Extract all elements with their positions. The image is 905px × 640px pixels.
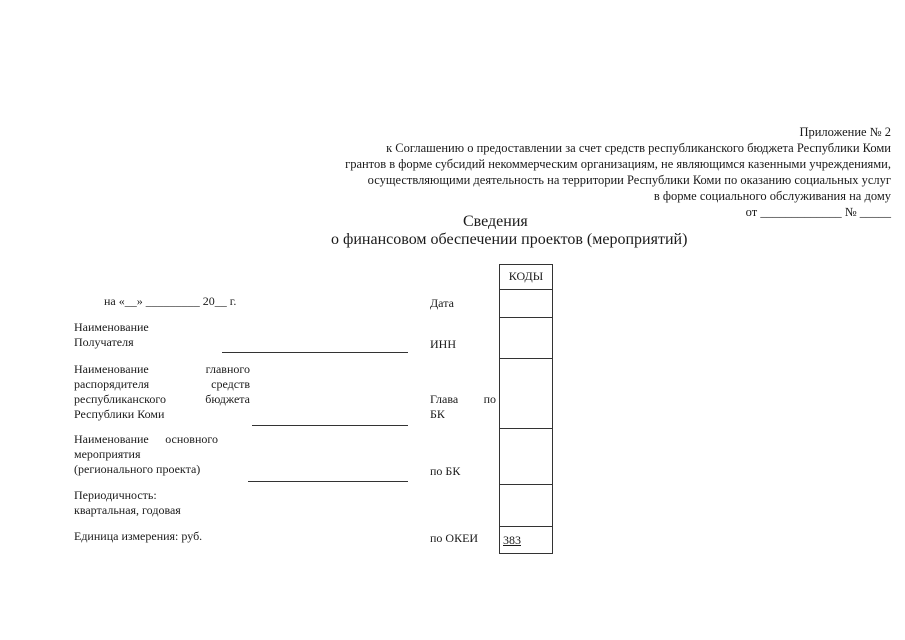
event-label-2: мероприятия bbox=[74, 447, 141, 461]
event-label-1: Наименование основного bbox=[74, 432, 218, 446]
report-date-line: на «__» _________ 20__ г. bbox=[104, 294, 237, 308]
unit-label: Единица измерения: руб. bbox=[74, 529, 203, 543]
codes-header: КОДЫ bbox=[500, 265, 552, 290]
appendix-number: Приложение № 2 bbox=[799, 125, 891, 139]
codes-table bbox=[499, 264, 553, 554]
event-underline[interactable] bbox=[248, 481, 408, 482]
okei-code-label: по ОКЕИ bbox=[430, 531, 479, 545]
bk-code-cell[interactable] bbox=[500, 429, 552, 485]
agreement-date-number: от _____________ № _____ bbox=[745, 205, 891, 219]
bk-code-label: по БК bbox=[430, 464, 461, 478]
event-label-3: (регионального проекта) bbox=[74, 462, 201, 476]
inn-code-cell[interactable] bbox=[500, 318, 552, 359]
document-subtitle: о финансовом обеспечении проектов (мероприятий) bbox=[331, 231, 688, 248]
okei-code-cell[interactable]: 383 bbox=[503, 533, 521, 547]
header-line-2: грантов в форме субсидий некоммерческим организациям, не являющимся казенными учреждениями, bbox=[345, 157, 891, 171]
manager-label-2: распорядителя средств bbox=[74, 377, 250, 391]
header-line-3: осуществляющими деятельность на территории Республики Коми по оказанию социальных услуг bbox=[367, 173, 891, 187]
date-code-cell[interactable] bbox=[500, 290, 552, 318]
header-line-1: к Соглашению о предоставлении за счет средств республиканского бюджета Республики Коми bbox=[386, 141, 891, 155]
chapter-code-label-1: Глава по bbox=[430, 392, 496, 406]
periodicity-label-1: Периодичность: bbox=[74, 488, 157, 502]
recipient-label-2: Получателя bbox=[74, 335, 134, 349]
date-code-label: Дата bbox=[430, 296, 454, 310]
manager-label-3: республиканского бюджета bbox=[74, 392, 250, 406]
recipient-label-1: Наименование bbox=[74, 320, 149, 334]
recipient-underline[interactable] bbox=[222, 352, 408, 353]
chapter-code-label-2: БК bbox=[430, 407, 445, 421]
header-line-4: в форме социального обслуживания на дому bbox=[653, 189, 891, 203]
chapter-code-cell[interactable] bbox=[500, 359, 552, 429]
periodicity-code-cell[interactable] bbox=[500, 485, 552, 527]
document-title: Сведения bbox=[463, 213, 528, 230]
periodicity-label-2: квартальная, годовая bbox=[74, 503, 181, 517]
inn-code-label: ИНН bbox=[430, 337, 456, 351]
manager-underline[interactable] bbox=[252, 425, 408, 426]
manager-label-4: Республики Коми bbox=[74, 407, 165, 421]
manager-label-1: Наименование главного bbox=[74, 362, 250, 376]
